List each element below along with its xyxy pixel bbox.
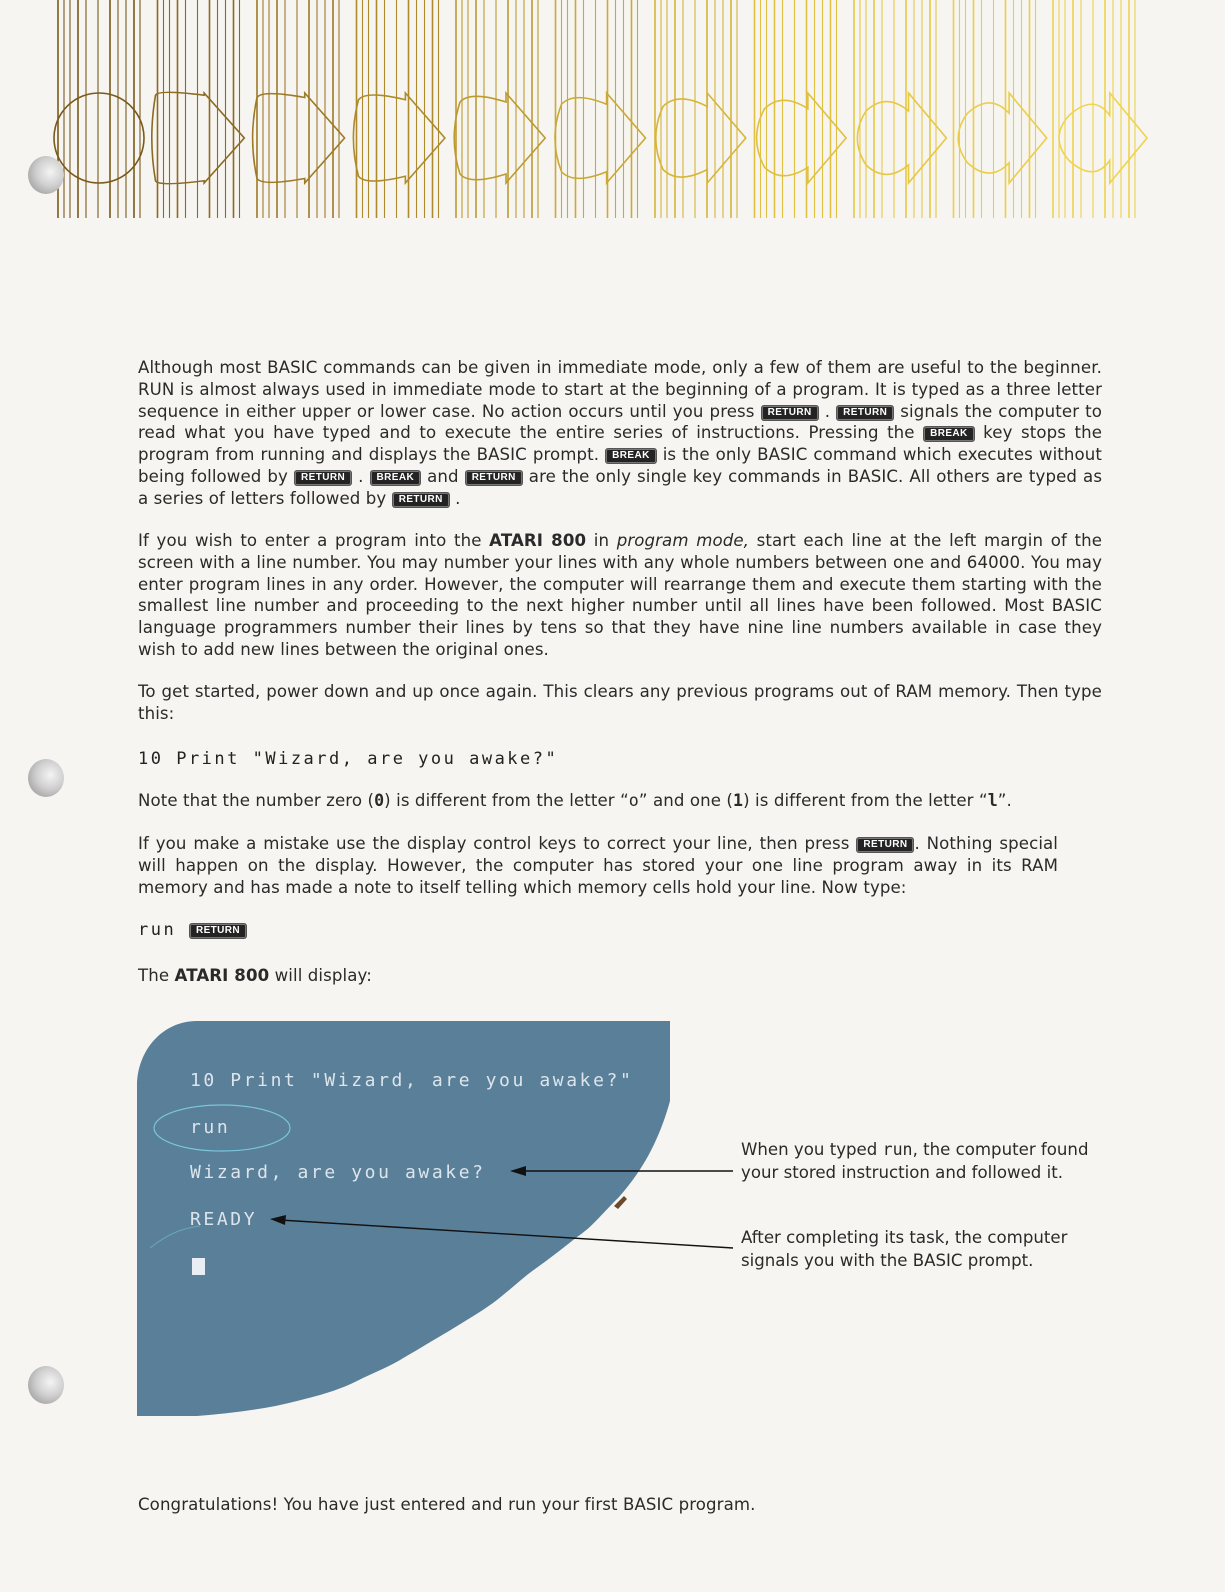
screen-line-program: 10 Print "Wizard, are you awake?" (190, 1070, 634, 1091)
paragraph-mistake: If you make a mistake use the display control keys to correct your line, then press RETURN . Nothing special will happen on the display. However, the computer has stored your one line program away in its RAM memory and has made a note to itself telling which memory cells hold your line. Now type: (138, 834, 1059, 897)
paragraph-get-started: To get started, power down and up once again. This clears any previous programs out of RAM memory. Then type this: (138, 682, 1102, 723)
screen-line-run: run (190, 1117, 231, 1138)
paragraph-will-display: The ATARI 800 will display: (138, 966, 372, 985)
return-key-icon: RETURN (392, 492, 450, 508)
arrow-to-output (510, 1166, 733, 1176)
return-key-icon: RETURN (294, 470, 352, 486)
arrow-to-ready (270, 1215, 733, 1248)
atari-800-name: ATARI 800 (174, 966, 270, 985)
callout-run: When you typed run, the computer found your stored instruction and followed it. (741, 1140, 1089, 1182)
return-key-icon: RETURN (465, 470, 523, 486)
break-key-icon: BREAK (605, 448, 657, 464)
run-command: run (882, 1140, 913, 1159)
char-one: 1 (732, 791, 744, 810)
screen-line-ready: READY (190, 1209, 258, 1230)
callout-ready: After completing its task, the computer signals you with the BASIC prompt. (741, 1228, 1068, 1270)
paragraph-program-mode: If you wish to enter a program into the ATARI 800 in program mode, start each line at the left margin of the screen with a line number. You may number your lines with any whole numbers between one and 64000. You may enter program lines in any order. However, the computer will rearrange them and execute them starting with the smallest line number and proceeding to the next higher number until all lines have been followed. Most BASIC language programmers number their lines by tens so that they have nine line numbers available in case they wish to add new lines between the original ones. (138, 531, 1103, 659)
program-mode-term: program mode, (616, 531, 750, 550)
break-key-icon: BREAK (923, 426, 975, 442)
char-o: o (628, 791, 639, 810)
smudge-mark (614, 1196, 627, 1209)
atari-800-name: ATARI 800 (489, 531, 587, 550)
paragraph-zero-note: Note that the number zero (0) is different from the letter “o” and one (1) is different from the letter “l”. (138, 791, 1012, 810)
return-key-icon: RETURN (836, 405, 894, 421)
paragraph-immediate-mode: Although most BASIC commands can be given in immediate mode, only a few of them are useful to the beginner. RUN is almost always used in immediate mode to start at the beginning of a program. It is typed as a three letter sequence in either upper or lower case. No action occurs until you press RETURN . RETURN signals the computer to read what you have typed and to execute the entire series of instructions. Pressing the BREAK key stops the program from running and displays the BASIC prompt. BREAK is the only BASIC command which executes without being followed by RETURN . BREAK and RETURN are the only single key commands in BASIC. All others are typed as a series of letters followed by RETURN . (138, 358, 1103, 508)
return-key-icon: RETURN (189, 923, 247, 939)
return-key-icon: RETURN (761, 405, 819, 421)
pen-stroke-mark (150, 1226, 200, 1248)
char-zero: 0 (374, 791, 385, 810)
char-l: l (987, 791, 998, 810)
code-example-print: 10 Print "Wizard, are you awake?" (138, 749, 559, 769)
paragraph-congratulations: Congratulations! You have just entered and run your first BASIC program. (138, 1495, 756, 1514)
screen-line-output: Wizard, are you awake? (190, 1162, 486, 1183)
code-example-run: run RETURN (138, 920, 247, 940)
return-key-icon: RETURN (856, 837, 914, 853)
break-key-icon: BREAK (370, 470, 422, 486)
